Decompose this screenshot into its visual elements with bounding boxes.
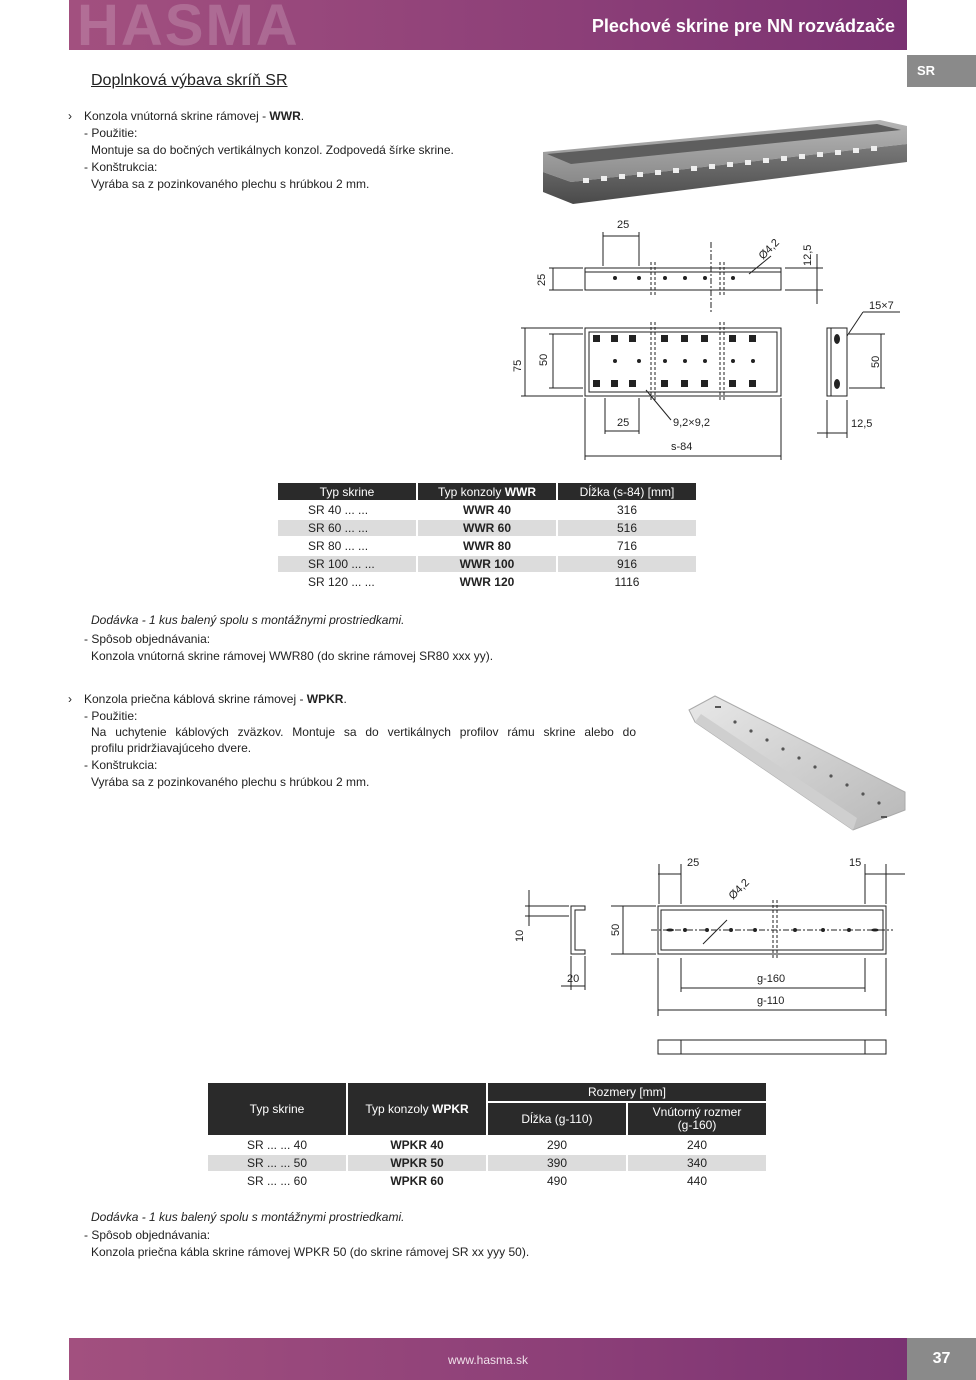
dim-25-side: 25	[536, 273, 548, 286]
dim-25-front: 25	[617, 417, 630, 429]
wwr-cell-console: WWR 40	[463, 503, 511, 517]
wpkr-intro	[84, 691, 347, 708]
wwr-cell-console: WWR 120	[459, 575, 515, 589]
dim-20: 20	[567, 973, 580, 985]
table-row	[278, 574, 696, 590]
dim-15: 15	[849, 857, 862, 869]
wwr-delivery: Dodávka - 1 kus balený spolu s montážnymi prostriedkami.	[91, 613, 405, 627]
wwr-use-label: - Použitie:	[84, 126, 138, 140]
table-row	[208, 1137, 766, 1153]
wpkr-use-label: - Použitie:	[84, 709, 138, 723]
wwr-cell-length: 516	[558, 520, 696, 536]
wwr-table-header	[278, 483, 696, 500]
wwr-col-console-code: WWR	[504, 484, 537, 499]
wpkr-delivery: Dodávka - 1 kus balený spolu s montážnymi prostriedkami.	[91, 1210, 405, 1224]
wpkr-construction-label: - Konštrukcia:	[84, 758, 158, 772]
dim-slot: 15×7	[869, 300, 894, 312]
dim-square-hole: 9,2×9,2	[673, 417, 711, 429]
dim-g160: g-160	[757, 973, 786, 985]
wpkr-col-inner-line1: Vnútorný rozmer	[652, 1104, 742, 1119]
header-title: Plechové skrine pre NN rozvádzače	[591, 16, 895, 36]
wpkr-col-console	[348, 1083, 486, 1135]
dim-hole-diameter: Ø4,2	[756, 236, 782, 263]
table-row	[278, 520, 696, 536]
wpkr-table	[206, 1081, 768, 1191]
wpkr-cell-type: SR ... ... 50	[208, 1155, 346, 1171]
wwr-cell-type: SR 40 ... ...	[308, 503, 369, 517]
wpkr-col-console-text: Typ konzoly	[365, 1102, 433, 1116]
page-number: 37	[907, 1338, 976, 1380]
header-brand-watermark: HASMA	[77, 0, 300, 58]
wwr-product-photo	[535, 112, 915, 208]
wpkr-col-inner	[628, 1103, 766, 1135]
wpkr-construction-text: Vyrába sa z pozinkovaného plechu s hrúbkou 2 mm.	[91, 775, 370, 789]
wpkr-col-length: Dĺžka (g-110)	[488, 1103, 626, 1135]
wpkr-order-label: - Spôsob objednávania:	[84, 1228, 211, 1242]
page-footer	[69, 1338, 907, 1380]
wwr-cell-console: WWR 60	[418, 520, 556, 536]
wwr-cell-type: SR 60 ... ...	[278, 520, 416, 536]
wpkr-cell-inner: 240	[686, 1138, 708, 1152]
wwr-cell-length: 316	[616, 503, 638, 517]
dim-hole-diameter-wpkr: Ø4,2	[726, 876, 752, 903]
dim-50-side: 50	[870, 355, 882, 368]
section-title: Doplnková výbava skríň SR	[91, 72, 288, 89]
dim-75: 75	[512, 359, 524, 372]
wwr-cell-type: SR 100 ... ...	[278, 556, 416, 572]
dim-12-5: 12,5	[802, 244, 814, 266]
wwr-cell-length: 716	[616, 539, 638, 553]
wpkr-technical-drawing	[505, 850, 910, 1062]
wwr-technical-drawing	[505, 212, 910, 467]
wwr-cell-type: SR 120 ... ...	[308, 575, 375, 589]
wwr-col-console	[418, 483, 556, 500]
wwr-cell-console: WWR 80	[463, 539, 511, 553]
wwr-table	[276, 481, 698, 592]
wwr-intro-text: Konzola vnútorná skrine rámovej -	[84, 109, 270, 123]
wpkr-cell-type: SR ... ... 40	[246, 1138, 308, 1152]
wpkr-cell-inner: 340	[628, 1155, 766, 1171]
wwr-col-type: Typ skrine	[278, 483, 416, 500]
wpkr-col-dims: Rozmery [mm]	[488, 1083, 766, 1101]
wpkr-cell-length: 390	[488, 1155, 626, 1171]
dim-10: 10	[514, 929, 526, 942]
wpkr-cell-length: 290	[546, 1138, 568, 1152]
wwr-order-text: Konzola vnútorná skrine rámovej WWR80 (do skrine rámovej SR80 xxx yy).	[91, 649, 494, 663]
wwr-cell-length: 916	[558, 556, 696, 572]
wwr-construction-text: Vyrába sa z pozinkovaného plechu s hrúbkou 2 mm.	[91, 177, 370, 191]
wwr-construction-label: - Konštrukcia:	[84, 160, 158, 174]
table-row	[278, 502, 696, 518]
wpkr-col-console-code: WPKR	[432, 1102, 469, 1116]
wpkr-cell-inner: 440	[686, 1174, 708, 1188]
wwr-use-text: Montuje sa do bočných vertikálnych konzol. Zodpovedá šírke skrine.	[91, 143, 454, 157]
dim-25-top: 25	[617, 219, 630, 231]
wpkr-use-text-2: profilu pridržiavajúceho dvere.	[91, 741, 252, 755]
wwr-cell-console: WWR 100	[418, 556, 556, 572]
wwr-intro	[84, 108, 304, 125]
wpkr-intro-end: .	[343, 692, 347, 706]
table-row	[208, 1173, 766, 1189]
page-header	[69, 0, 907, 58]
wpkr-order-text: Konzola priečna kábla skrine rámovej WPKR 50 (do skrine rámovej SR xx yyy 50).	[91, 1245, 530, 1259]
dim-50-front: 50	[538, 353, 550, 366]
wpkr-bullet: ›	[68, 692, 72, 706]
wwr-intro-end: .	[300, 109, 305, 123]
wpkr-col-inner-line2: (g-160)	[677, 1117, 717, 1132]
wpkr-col-type: Typ skrine	[208, 1083, 346, 1135]
wwr-bullet: ›	[68, 109, 72, 123]
wwr-order-label: - Spôsob objednávania:	[84, 632, 211, 646]
dim-g110: g-110	[757, 995, 785, 1007]
wpkr-cell-console: WPKR 40	[390, 1138, 444, 1152]
table-row	[208, 1155, 766, 1171]
wpkr-cell-console: WPKR 60	[390, 1174, 444, 1188]
table-row	[278, 538, 696, 554]
wpkr-cell-console: WPKR 50	[348, 1155, 486, 1171]
wpkr-use-text: Na uchytenie káblových zväzkov. Montuje sa do vertikálnych profilov rámu skrine alebo do	[91, 725, 636, 739]
dim-length: s-84	[671, 441, 693, 453]
dim-25: 25	[687, 857, 700, 869]
wpkr-table-header	[208, 1083, 766, 1101]
wwr-intro-code: WWR	[269, 109, 301, 123]
wpkr-cell-length: 490	[546, 1174, 568, 1188]
wpkr-intro-code: WPKR	[306, 692, 344, 706]
wwr-cell-length: 1116	[614, 575, 640, 589]
wwr-col-console-text: Typ konzoly	[437, 484, 505, 499]
wpkr-cell-type: SR ... ... 60	[246, 1174, 308, 1188]
wwr-col-length: Dĺžka (s-84) [mm]	[558, 483, 696, 500]
footer-url[interactable]: www.hasma.sk	[447, 1353, 529, 1367]
dim-50-wpkr: 50	[610, 923, 622, 936]
wpkr-product-photo	[685, 692, 910, 834]
table-row	[278, 556, 696, 572]
dim-12-5-side: 12,5	[851, 418, 873, 430]
section-tab: SR	[907, 55, 976, 87]
wwr-cell-type: SR 80 ... ...	[308, 539, 369, 553]
wpkr-intro-text: Konzola priečna káblová skrine rámovej -	[84, 692, 307, 706]
